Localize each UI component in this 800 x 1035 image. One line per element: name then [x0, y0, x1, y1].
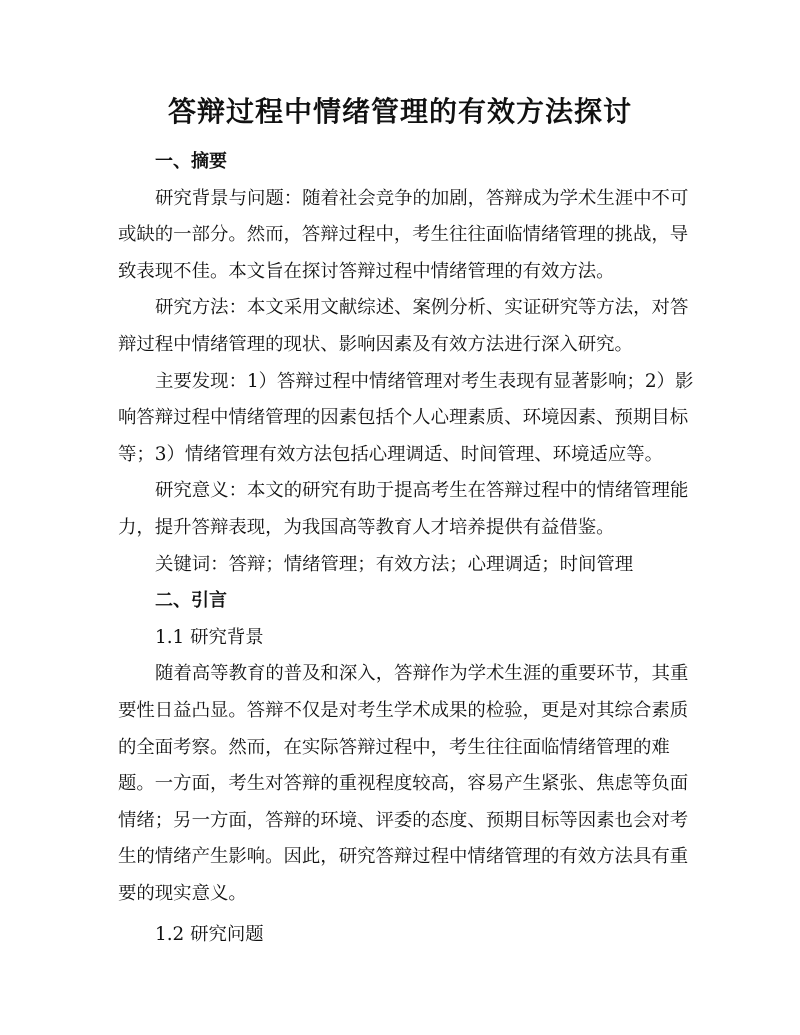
abstract-heading: 一、摘要 [155, 151, 227, 172]
introduction-heading: 二、引言 [155, 590, 227, 612]
abstract-paragraph-findings: 主要发现：1）答辩过程中情绪管理对考生表现有显著影响；2）影响答辩过程中情绪管理的因素包括个人心理素质、环境因素、预期目标等；3）情绪管理有效方法包括心理调适、时间管理、环境适应等。 [118, 370, 694, 465]
abstract-paragraph-background: 研究背景与问题：随着社会竞争的加剧，答辩成为学术生涯中不可或缺的一部分。然而，答辩过程中，考生往往面临情绪管理的挑战，导致表现不佳。本文旨在探讨答辩过程中情绪管理的有效方法。 [118, 187, 689, 282]
document-body [118, 144, 698, 954]
abstract-paragraph-significance: 研究意义：本文的研究有助于提高考生在答辩过程中的情绪管理能力，提升答辩表现，为我国高等教育人才培养提供有益借鉴。 [118, 480, 689, 538]
document-title: 答辩过程中情绪管理的有效方法探讨 [167, 95, 632, 128]
abstract-paragraph-methods: 研究方法：本文采用文献综述、案例分析、实证研究等方法，对答辩过程中情绪管理的现状、影响因素及有效方法进行深入研究。 [118, 297, 689, 355]
subsection-1-1-heading: 1.1 研究背景 [155, 626, 264, 648]
keywords-line: 关键词：答辩；情绪管理；有效方法；心理调适；时间管理 [155, 553, 634, 575]
subsection-1-2-heading: 1.2 研究问题 [155, 924, 264, 946]
introduction-paragraph-background: 随着高等教育的普及和深入，答辩作为学术生涯的重要环节，其重要性日益凸显。答辩不仅是对考生学术成果的检验，更是对其综合素质的全面考察。然而，在实际答辩过程中，考生往往面临情绪管理的难题。一方面，考生对答辩的重视程度较高，容易产生紧张、焦虑等负面情绪；另一方面，答辩的环境、评委的态度、预期目标等因素也会对考生的情绪产生影响。因此，研究答辩过程中情绪管理的有效方法具有重要的现实意义。 [118, 663, 689, 904]
